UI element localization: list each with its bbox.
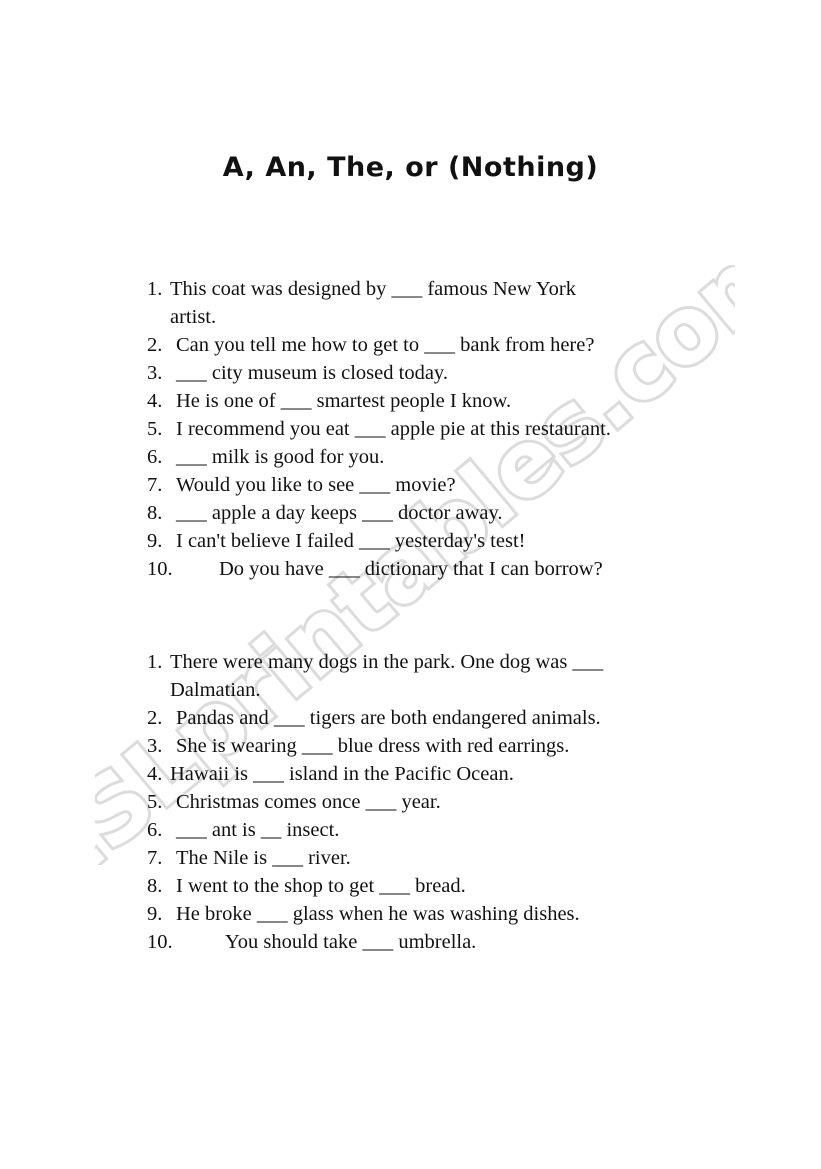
question-text: She is wearing ___ blue dress with red earrings. bbox=[176, 735, 570, 757]
question-number: 4. bbox=[147, 763, 163, 785]
question-1-9 bbox=[147, 527, 707, 555]
question-number: 5. bbox=[147, 418, 163, 440]
question-text: Would you like to see ___ movie? bbox=[176, 474, 456, 496]
question-number: 1. bbox=[147, 278, 163, 300]
question-2-2 bbox=[147, 704, 707, 732]
question-text: ___ city museum is closed today. bbox=[176, 362, 448, 384]
question-2-8 bbox=[147, 872, 707, 900]
question-number: 9. bbox=[147, 530, 163, 552]
question-text: Pandas and ___ tigers are both endangered animals. bbox=[176, 707, 601, 729]
question-text: Hawaii is ___ island in the Pacific Ocean. bbox=[170, 763, 514, 785]
question-2-9 bbox=[147, 900, 707, 928]
question-text: Christmas comes once ___ year. bbox=[176, 791, 441, 813]
question-2-10 bbox=[147, 928, 707, 956]
question-1-1-continuation bbox=[147, 303, 707, 331]
question-number: 5. bbox=[147, 791, 163, 813]
question-1-2 bbox=[147, 331, 707, 359]
question-text: ___ ant is __ insect. bbox=[176, 819, 340, 841]
question-number: 8. bbox=[147, 502, 163, 524]
question-number: 3. bbox=[147, 362, 163, 384]
watermark-text: ESLprintables.com bbox=[95, 265, 735, 865]
question-2-7 bbox=[147, 844, 707, 872]
question-number: 3. bbox=[147, 735, 163, 757]
question-2-1 bbox=[147, 648, 707, 676]
question-1-4 bbox=[147, 387, 707, 415]
question-number: 8. bbox=[147, 875, 163, 897]
question-number: 1. bbox=[147, 651, 163, 673]
question-1-10 bbox=[147, 555, 707, 583]
question-text: ___ apple a day keeps ___ doctor away. bbox=[176, 502, 503, 524]
question-number: 7. bbox=[147, 847, 163, 869]
exercise-1 bbox=[147, 275, 707, 583]
question-number: 4. bbox=[147, 390, 163, 412]
question-text: The Nile is ___ river. bbox=[176, 847, 351, 869]
question-number: 10. bbox=[147, 931, 173, 953]
question-text: He is one of ___ smartest people I know. bbox=[176, 390, 512, 412]
question-2-3 bbox=[147, 732, 707, 760]
question-2-5 bbox=[147, 788, 707, 816]
question-1-7 bbox=[147, 471, 707, 499]
question-number: 7. bbox=[147, 474, 163, 496]
question-text: Can you tell me how to get to ___ bank from here? bbox=[176, 334, 595, 356]
question-text: I can't believe I failed ___ yesterday's test! bbox=[176, 530, 526, 552]
question-text-continued: artist. bbox=[170, 306, 217, 328]
question-1-8 bbox=[147, 499, 707, 527]
question-text: There were many dogs in the park. One dog was ___ bbox=[170, 651, 604, 673]
question-2-1-continuation bbox=[147, 676, 707, 704]
question-2-4 bbox=[147, 760, 707, 788]
question-text: This coat was designed by ___ famous New York bbox=[170, 278, 576, 300]
question-text: You should take ___ umbrella. bbox=[225, 931, 477, 953]
question-number: 6. bbox=[147, 819, 163, 841]
question-2-6 bbox=[147, 816, 707, 844]
question-number: 2. bbox=[147, 334, 163, 356]
question-number: 2. bbox=[147, 707, 163, 729]
question-text: ___ milk is good for you. bbox=[176, 446, 385, 468]
question-text: He broke ___ glass when he was washing dishes. bbox=[176, 903, 580, 925]
question-text-continued: Dalmatian. bbox=[170, 679, 261, 701]
page-title: A, An, The, or (Nothing) bbox=[222, 152, 599, 183]
question-1-5 bbox=[147, 415, 707, 443]
question-1-6 bbox=[147, 443, 707, 471]
question-1-3 bbox=[147, 359, 707, 387]
exercise-2 bbox=[147, 648, 707, 956]
question-number: 10. bbox=[147, 558, 173, 580]
question-text: I went to the shop to get ___ bread. bbox=[176, 875, 466, 897]
question-text: Do you have ___ dictionary that I can borrow? bbox=[219, 558, 603, 580]
question-1-1 bbox=[147, 275, 707, 303]
question-number: 6. bbox=[147, 446, 163, 468]
question-number: 9. bbox=[147, 903, 163, 925]
question-text: I recommend you eat ___ apple pie at this restaurant. bbox=[176, 418, 611, 440]
